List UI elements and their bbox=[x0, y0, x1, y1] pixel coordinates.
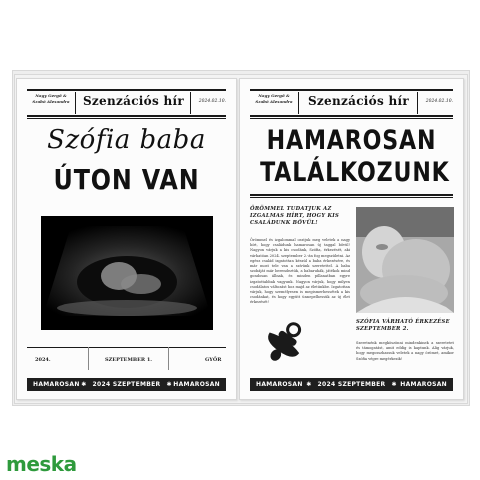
headline-line-1: HAMAROSAN bbox=[266, 125, 437, 156]
masthead bbox=[27, 92, 226, 114]
info-date: SZEPTEMBER 1. bbox=[105, 357, 153, 363]
names-line-1: Nagy Gergő & bbox=[35, 93, 67, 98]
info-year: 2024. bbox=[35, 357, 51, 363]
info-rule-top bbox=[27, 347, 226, 348]
headline: ÚTON VAN bbox=[53, 163, 200, 196]
masthead-date: 2024.02.10. bbox=[198, 99, 226, 104]
top-rule bbox=[27, 89, 226, 91]
star-icon: ✱ bbox=[166, 381, 172, 388]
due-date-heading: SZÓFIA VÁRHATÓ ÉRKEZÉSE SZEPTEMBER 2. bbox=[356, 319, 450, 332]
meska-watermark: meska bbox=[6, 452, 77, 476]
footer-left-text: HAMAROSAN bbox=[33, 381, 80, 388]
masthead-divider-right bbox=[417, 92, 418, 114]
star-icon: ✱ bbox=[306, 381, 312, 388]
info-row bbox=[27, 354, 226, 368]
footer-right-text: HAMAROSAN bbox=[173, 381, 220, 388]
names-line-1: Nagy Gergő & bbox=[258, 93, 290, 98]
script-title: Szófia baba bbox=[47, 125, 206, 155]
info-city: GYŐR bbox=[205, 357, 222, 363]
names-line-2: Szabó Alexandra bbox=[255, 99, 293, 104]
footer-right-text: HAMAROSAN bbox=[400, 381, 447, 388]
newspaper-right-page bbox=[239, 78, 464, 400]
article-heading: ÖRÖMMEL TUDATJUK AZ IZGALMAS HÍRT, HOGY KIS CSALÁDUNK BŐVÜL! bbox=[250, 206, 340, 226]
baby-photo bbox=[356, 207, 454, 313]
masthead-bottom-rule-thin bbox=[250, 118, 453, 119]
masthead-bottom-rule bbox=[250, 115, 453, 117]
footer-mid-text: 2024 SZEPTEMBER bbox=[317, 381, 386, 388]
masthead-divider-right bbox=[190, 92, 191, 114]
pacifier-icon bbox=[262, 319, 308, 365]
ultrasound-image bbox=[41, 216, 213, 330]
ultrasound-graphic bbox=[41, 216, 213, 330]
footer-bar bbox=[27, 378, 226, 391]
masthead-date: 2024.02.10. bbox=[425, 99, 453, 104]
footer-mid-text: 2024 SZEPTEMBER bbox=[92, 381, 161, 388]
article-body: Örömmel és izgalommal osztjuk meg veletek a nagy hírt, hogy családunk hamarosan új taggal bővül! Nagyon várjuk a kis csodánk, Szófia, érkezését, aki várhatóan 2024. szeptember 2.-án fog megszületni. Az egész család izgatottan készül a baba érkezésére, és már most tele van a szívünk szeretettel. A baba szobáját már berendeztük, a babaruhák, játékok mind gondosan állnak, és minden pillanatban egyre izgatottabbak vagyunk. Nagyon várjuk, hogy milyen csodálatos változást hoz majd az életünkbe. Izgatottan várjuk, hogy személyesen is megismerhessétek a kis csodánkat, és hogy együtt ünnepelhessük az új élet érkezését! bbox=[250, 238, 350, 305]
masthead-divider-left bbox=[75, 92, 76, 114]
info-divider-1 bbox=[88, 347, 89, 370]
star-icon: ✱ bbox=[391, 381, 397, 388]
newspaper-left-page bbox=[16, 78, 237, 400]
footer-middle bbox=[81, 381, 172, 388]
headline-rule-2 bbox=[250, 197, 453, 198]
headline-rule-1 bbox=[250, 194, 453, 196]
footer-bar bbox=[250, 378, 453, 391]
headline-line-2: TALÁLKOZUNK bbox=[260, 157, 450, 188]
parents-names bbox=[250, 93, 298, 105]
masthead-title: Szenzációs hír bbox=[82, 94, 185, 108]
info-divider-2 bbox=[168, 347, 169, 370]
masthead bbox=[250, 92, 453, 114]
baby-photo-graphic bbox=[356, 207, 454, 313]
names-line-2: Szabó Alexandra bbox=[32, 99, 70, 104]
masthead-bottom-rule bbox=[27, 115, 226, 117]
masthead-title: Szenzációs hír bbox=[307, 94, 410, 108]
parents-names bbox=[27, 93, 75, 105]
footer-middle bbox=[306, 381, 397, 388]
footer-left-text: HAMAROSAN bbox=[256, 381, 303, 388]
star-icon: ✱ bbox=[81, 381, 87, 388]
top-rule bbox=[250, 89, 453, 91]
masthead-bottom-rule-thin bbox=[27, 118, 226, 119]
masthead-divider-left bbox=[298, 92, 299, 114]
side-body: Szeretnénk megköszönni mindenkinek a szeretetet és támogatást, amit eddig is kaptunk. Alig várjuk, hogy megosszhassuk veletek a nagy örömet, amikor Szófia végre megérkezik! bbox=[356, 341, 454, 361]
